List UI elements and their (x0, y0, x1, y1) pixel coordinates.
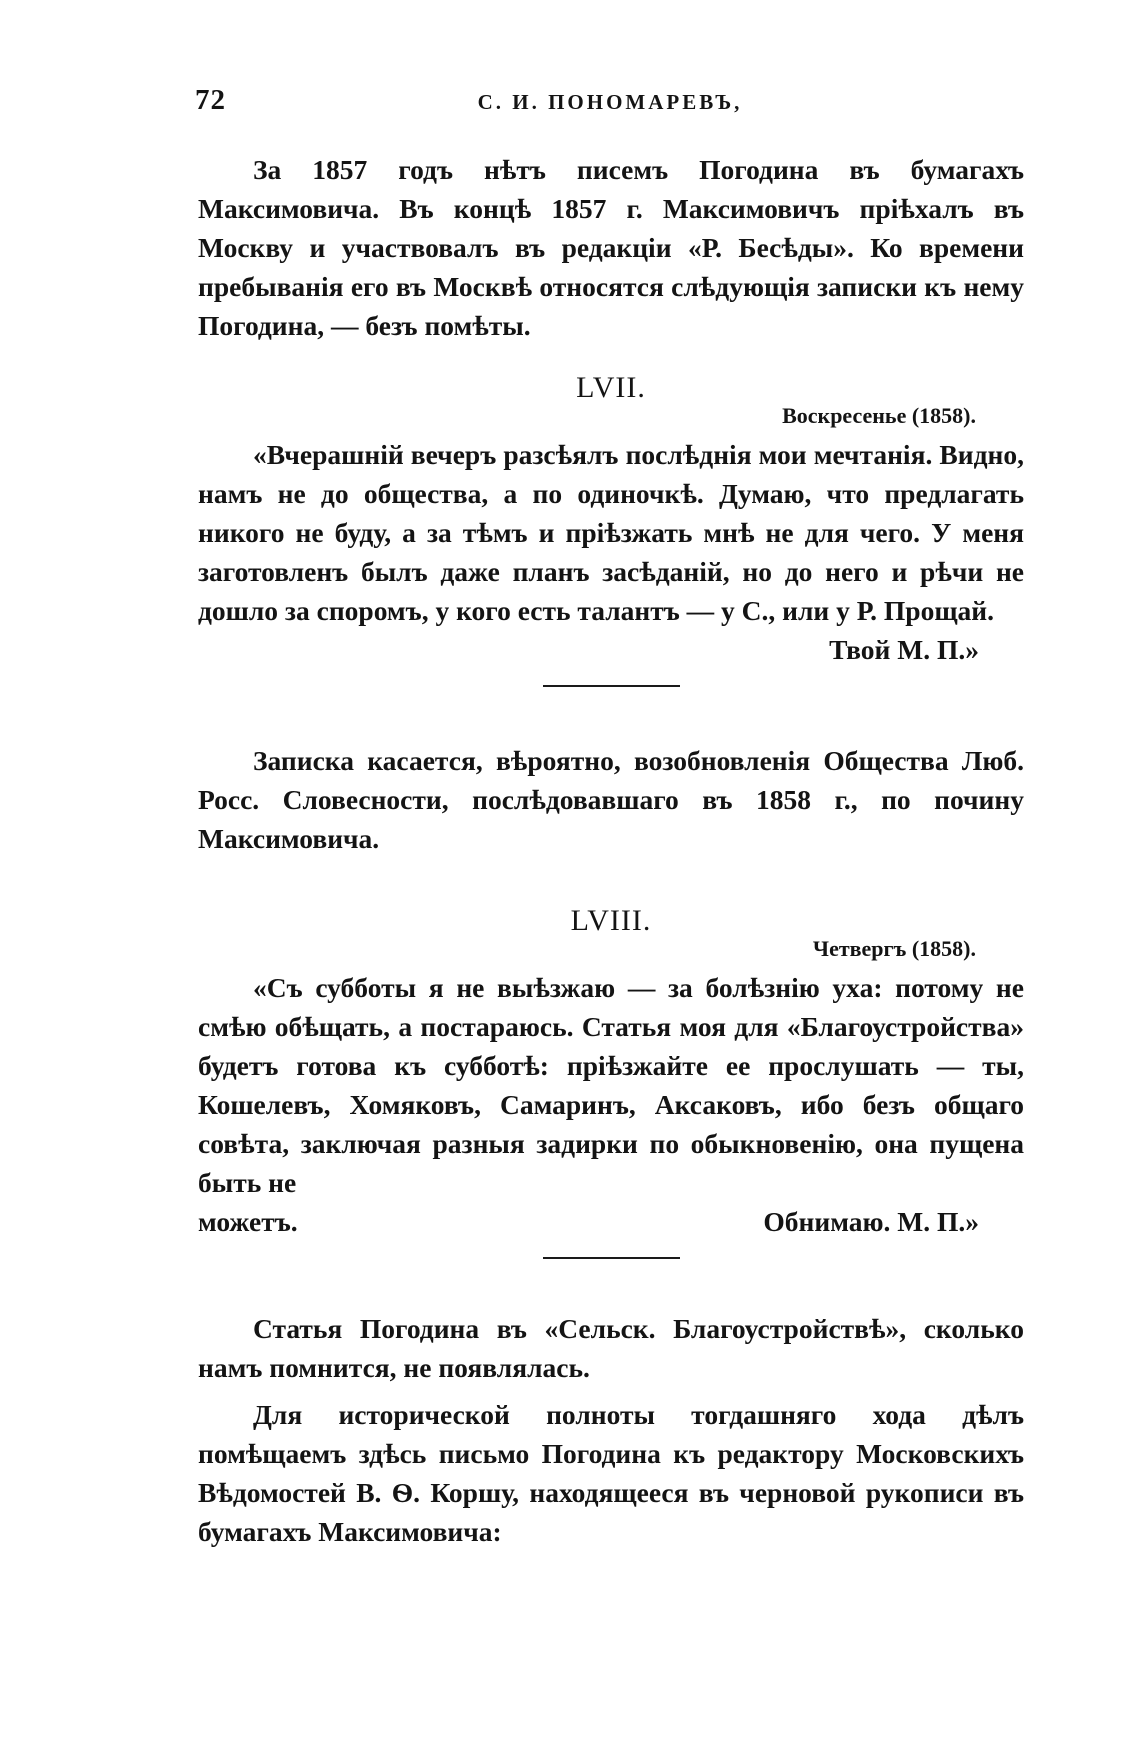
note-58-paragraph: Статья Погодина въ «Сельск. Благоустройствѣ», сколько намъ помнится, не появлялась. (198, 1313, 1024, 1383)
letter-57-body: «Вчерашній вечеръ разсѣялъ послѣднія мои мечтанія. Видно, намъ не до общества, а по одиночкѣ. Думаю, что предлагать никого не буду, а за тѣмъ и пріѣзжать мнѣ не для чего. У меня заготовленъ былъ даже планъ засѣданій, но до него и рѣчи не дошло за споромъ, у кого есть талантъ — у С., или у Р. Прощай. (198, 439, 1024, 626)
letter-57-number: LVII. (576, 371, 646, 404)
letter-58-date: Четвергъ (1858). (812, 936, 976, 961)
letter-58-closing-line (198, 1202, 1024, 1241)
letter-58-last-word: можетъ. (198, 1206, 298, 1237)
letter-58-body: «Съ субботы я не выѣзжаю — за болѣзнію уха: потому не смѣю обѣщать, а постараюсь. Статья моя для «Благоустройства» будетъ готова къ субботѣ: пріѣзжайте ее прослушать — ты, Кошелевъ, Хомяковъ, Самаринъ, Аксаковъ, ибо безъ общаго совѣта, заключая разныя задирки по обыкновенію, она пущена быть не (198, 972, 1024, 1198)
letter-57-date: Воскресенье (1858). (782, 403, 976, 428)
running-head: С. И. ПОНОМАРЕВЪ, (477, 90, 743, 114)
letter-58-signature: Обнимаю. М. П.» (763, 1206, 979, 1237)
page-header (195, 84, 1025, 124)
page-body (198, 150, 1024, 1551)
note-57-paragraph: Записка касается, вѣроятно, возобновленія Общества Люб. Росс. Словесности, послѣдовавшаго въ 1858 г., по почину Максимовича. (198, 745, 1024, 854)
letter-58-number: LVIII. (570, 904, 652, 937)
page-number: 72 (195, 84, 226, 116)
letter-57-signature: Твой М. П.» (829, 634, 979, 665)
note-58-paragraph-2: Для исторической полноты тогдашняго хода дѣлъ помѣщаемъ здѣсь письмо Погодина къ редактору Московскихъ Вѣдомостей В. Ѳ. Коршу, находящееся въ черновой рукописи въ бумагахъ Максимовича: (198, 1399, 1024, 1547)
intro-paragraph: За 1857 годъ нѣтъ писемъ Погодина въ бумагахъ Максимовича. Въ концѣ 1857 г. Максимовичъ пріѣхалъ въ Москву и участвовалъ въ редакціи «Р. Бесѣды». Ко времени пребыванія его въ Москвѣ относятся слѣдующія записки къ нему Погодина, — безъ помѣты. (198, 154, 1024, 341)
